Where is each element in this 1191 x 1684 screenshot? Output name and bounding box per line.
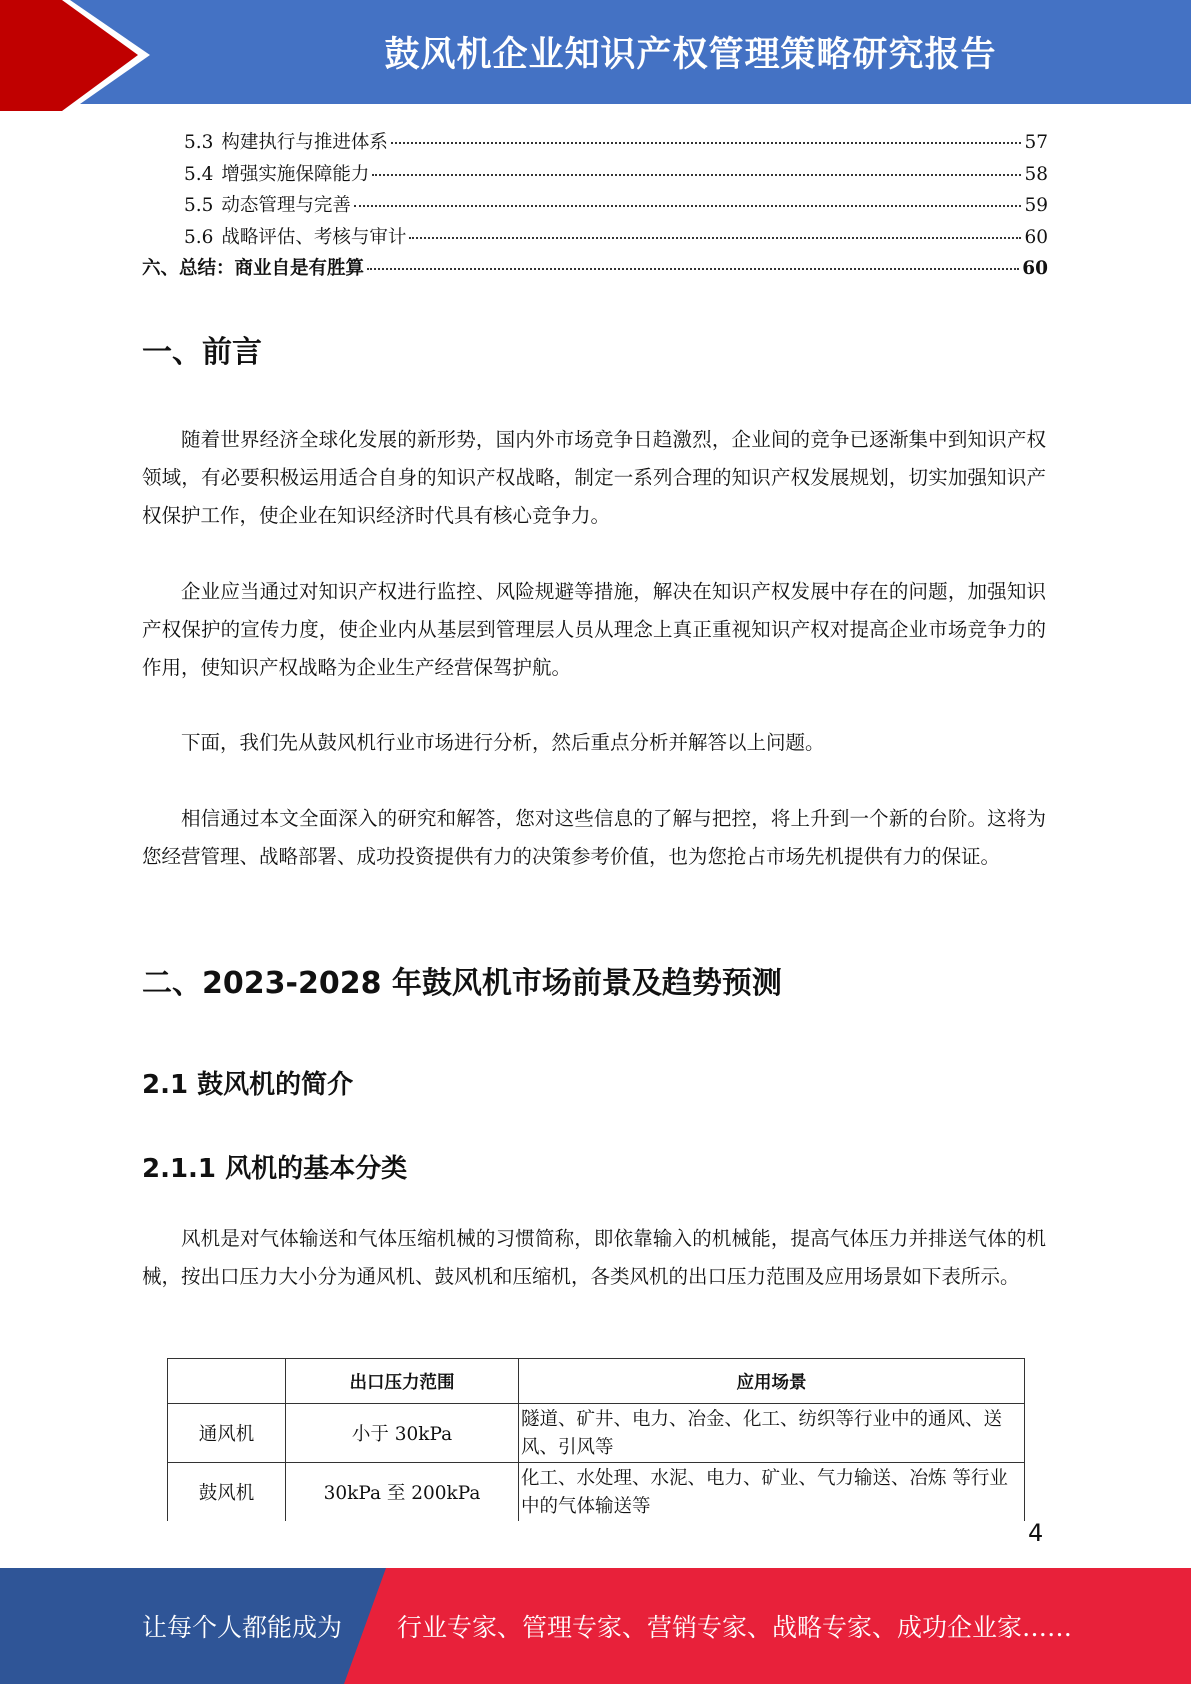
toc-entry-title: 构建执行与推进体系 — [221, 132, 388, 153]
table-cell-pressure: 30kPa 至 200kPa — [286, 1463, 519, 1522]
toc-entry-page: 59 — [1024, 195, 1048, 216]
section-heading-preface: 一、前言 — [142, 335, 262, 370]
table-cell-type: 鼓风机 — [168, 1463, 286, 1522]
toc-entry-page: 60 — [1024, 226, 1048, 248]
table-header-cell: 出口压力范围 — [286, 1359, 519, 1404]
toc-entry-title: 六、总结：商业自是有胜算 — [142, 258, 365, 279]
footer-slogan-roles: 行业专家、管理专家、营销专家、战略专家、成功企业家…… — [397, 1613, 1073, 1642]
subsection-heading: 2.1 鼓风机的简介 — [142, 1070, 354, 1100]
page-header — [0, 0, 1191, 111]
table-header-cell: 应用场景 — [519, 1359, 1025, 1404]
toc-entry-page: 57 — [1024, 132, 1048, 153]
toc-entry-chapter[interactable] — [142, 254, 1048, 286]
footer-slogan-lead: 让每个人都能成为 — [142, 1613, 343, 1642]
toc-entry-title: 动态管理与完善 — [221, 195, 351, 216]
paragraph: 企业应当通过对知识产权进行监控、风险规避等措施，解决在知识产权发展中存在的问题，加强知识产权保护的宣传力度，使企业内从基层到管理层人员从理念上真正重视知识产权对提高企业市场竞争力的作用，使知识产权战略为企业生产经营保驾护航。 — [142, 580, 1046, 679]
toc-entry-title: 战略评估、考核与审计 — [221, 226, 407, 248]
paragraph: 风机是对气体输送和气体压缩机械的习惯简称，即依靠输入的机械能，提高气体压力并排送气体的机械，按出口压力大小分为通风机、鼓风机和压缩机，各类风机的出口压力范围及应用场景如下表所示。 — [142, 1227, 1046, 1288]
toc-dot-leader — [391, 142, 1022, 144]
table-header-row — [168, 1359, 1025, 1404]
page-number: 4 — [1028, 1519, 1044, 1547]
toc-entry-page: 58 — [1024, 163, 1048, 185]
toc-dot-leader — [372, 174, 1021, 176]
toc-dot-leader — [354, 205, 1022, 207]
table-cell-type: 通风机 — [168, 1404, 286, 1463]
page-footer — [0, 1568, 1191, 1684]
paragraph: 随着世界经济全球化发展的新形势，国内外市场竞争日趋激烈，企业间的竞争已逐渐集中到知识产权领域，有必要积极运用适合自身的知识产权战略，制定一系列合理的知识产权发展规划，切实加强知识产权保护工作，使企业在知识经济时代具有核心竞争力。 — [142, 428, 1046, 527]
paragraph: 相信通过本文全面深入的研究和解答，您对这些信息的了解与把控，将上升到一个新的台阶。这将为您经营管理、战略部署、成功投资提供有力的决策参考价值，也为您抢占市场先机提供有力的保证。 — [142, 807, 1046, 868]
paragraph: 下面，我们先从鼓风机行业市场进行分析，然后重点分析并解答以上问题。 — [181, 731, 825, 754]
toc-entry-number: 5.5 — [184, 195, 214, 216]
toc-entry-title: 增强实施保障能力 — [221, 163, 370, 185]
table-row — [168, 1463, 1025, 1522]
fan-classification-table — [167, 1358, 1025, 1521]
toc-entry-page: 60 — [1022, 258, 1048, 279]
toc-entry[interactable] — [142, 128, 1048, 160]
toc-entry-number: 5.3 — [184, 132, 214, 153]
toc-entry[interactable] — [142, 223, 1048, 255]
toc-entry-number: 5.6 — [184, 226, 214, 248]
report-title: 鼓风机企业知识产权管理策略研究报告 — [384, 35, 997, 75]
toc-dot-leader — [409, 237, 1021, 239]
table-of-contents — [142, 128, 1048, 286]
toc-entry-number: 5.4 — [184, 163, 214, 185]
toc-entry[interactable] — [142, 160, 1048, 192]
table-row — [168, 1404, 1025, 1463]
table-cell-scene: 化工、水处理、水泥、电力、矿业、气力输送、冶炼 等行业中的气体输送等 — [519, 1463, 1025, 1522]
table-cell-pressure: 小于 30kPa — [286, 1404, 519, 1463]
subsubsection-heading: 2.1.1 风机的基本分类 — [142, 1154, 408, 1184]
toc-entry[interactable] — [142, 191, 1048, 223]
toc-dot-leader — [367, 268, 1019, 270]
table-header-cell — [168, 1359, 286, 1404]
table-cell-scene: 隧道、矿井、电力、冶金、化工、纺织等行业中的通风、送风、引风等 — [519, 1404, 1025, 1463]
section-heading-market: 二、2023-2028 年鼓风机市场前景及趋势预测 — [142, 966, 782, 1001]
